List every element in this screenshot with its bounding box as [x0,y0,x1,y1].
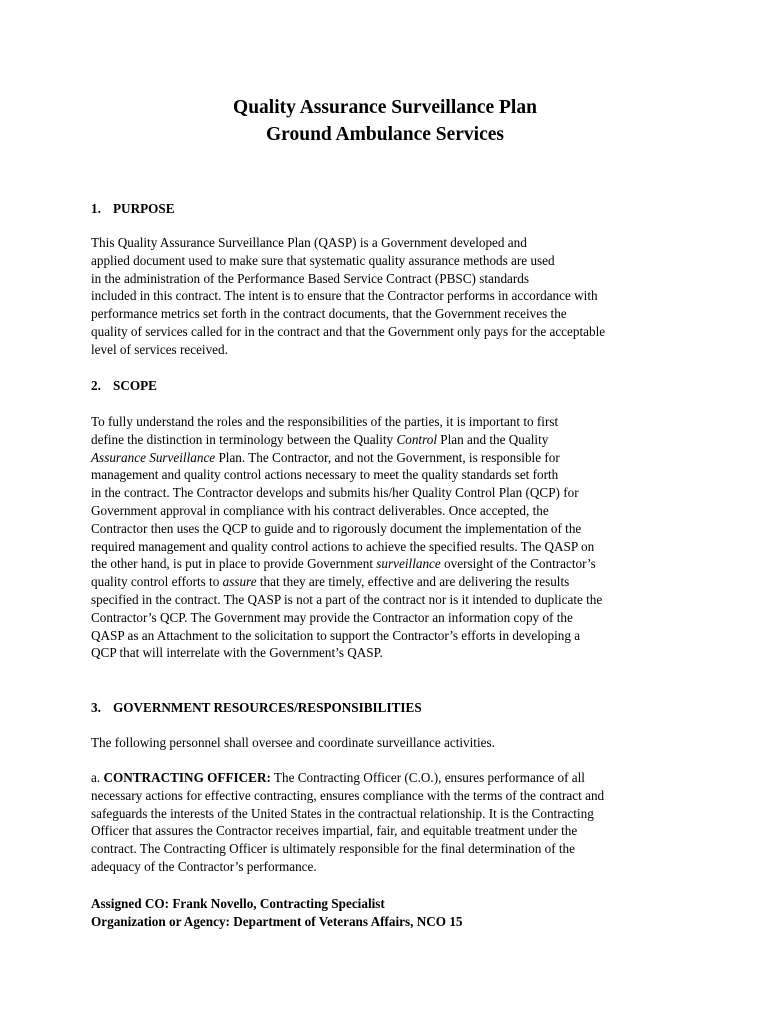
section-title: SCOPE [113,378,157,393]
title-line-1: Quality Assurance Surveillance Plan [233,97,537,118]
section-title: PURPOSE [113,201,175,216]
paragraph-line: Officer that assures the Contractor receives impartial, fair, and equitable treatment under the [91,823,578,839]
text-run: quality control efforts to [91,574,223,590]
section-number: 1. [91,201,101,216]
section-number: 3. [91,700,101,715]
paragraph-line: required management and quality control actions to achieve the specified results. The QASP on [91,538,595,554]
paragraph-line: adequacy of the Contractor’s performance. [91,858,317,874]
italic-term-assure: assure [222,574,257,590]
text-run: that they are timely, effective and are delivering the results [256,574,570,590]
scope-paragraph [91,413,691,662]
paragraph-line: This Quality Assurance Surveillance Plan (QASP) is a Government developed and [91,235,527,250]
contracting-officer-label: CONTRACTING OFFICER: [103,770,271,785]
government-intro [91,734,691,752]
paragraph-line: Government approval in compliance with his contract deliverables. Once accepted, the [91,502,549,518]
paragraph-line [91,769,691,787]
text-run: Plan. The Contractor, and not the Government, is responsible for [215,449,560,465]
paragraph-line: QASP as an Attachment to the solicitation to support the Contractor’s efforts in developing a [91,627,581,643]
section-heading-scope [91,377,157,394]
italic-term-surveillance: surveillance [376,556,441,572]
section-heading-purpose [91,200,175,217]
paragraph-line: level of services received. [91,341,228,357]
paragraph-line [91,555,691,573]
paragraph-line: performance metrics set forth in the contract documents, that the Government receives the [91,306,567,322]
section-title: GOVERNMENT RESOURCES/RESPONSIBILITIES [113,700,422,715]
paragraph-line: quality of services called for in the contract and that the Government only pays for the acceptable [91,323,606,339]
paragraph-line: necessary actions for effective contracting, ensures compliance with the terms of the contract and [91,787,605,803]
paragraph-line: specified in the contract. The QASP is not a part of the contract nor is it intended to duplicate the [91,591,603,607]
paragraph-line: included in this contract. The intent is to ensure that the Contractor performs in accordance with [91,288,598,304]
paragraph-line [91,431,691,449]
contracting-officer-paragraph [91,769,691,876]
text-run: The Contracting Officer (C.O.), ensures performance of all [270,770,585,785]
paragraph-line [91,449,691,467]
assigned-co: Assigned CO: Frank Novello, Contracting Specialist [91,896,385,911]
paragraph-line [91,573,691,591]
paragraph-line: Contractor then uses the QCP to guide and to rigorously document the implementation of the [91,520,582,536]
title-line-2: Ground Ambulance Services [266,124,504,145]
paragraph-line: contract. The Contracting Officer is ultimately responsible for the final determination of the [91,841,576,857]
paragraph-line: The following personnel shall oversee and coordinate surveillance activities. [91,735,495,750]
text-run: oversight of the Contractor’s [440,556,596,572]
paragraph-line: Contractor’s QCP. The Government may provide the Contractor an information copy of the [91,609,573,625]
purpose-paragraph [91,234,691,359]
paragraph-line: in the administration of the Performance Based Service Contract (PBSC) standards [91,270,530,286]
text-run: define the distinction in terminology between the Quality [91,431,397,447]
paragraph-line: QCP that will interrelate with the Government’s QASP. [91,645,383,661]
assigned-contact-block [91,895,463,931]
paragraph-line: applied document used to make sure that systematic quality assurance methods are used [91,252,555,268]
section-heading-government-resources [91,699,422,716]
italic-term-control: Control [396,431,437,447]
organization-agency: Organization or Agency: Department of Veterans Affairs, NCO 15 [91,914,463,929]
text-run: the other hand, is put in place to provide Government [91,556,377,572]
paragraph-line: management and quality control actions necessary to meet the quality standards set forth [91,467,559,483]
paragraph-line: safeguards the interests of the United States in the contractual relationship. It is the Contracting [91,805,594,821]
italic-term-assurance-surveillance: Assurance Surveillance [91,449,216,465]
document-title [0,94,770,148]
section-number: 2. [91,378,101,393]
list-marker: a. [91,770,104,785]
paragraph-line: To fully understand the roles and the responsibilities of the parties, it is important to first [91,414,559,429]
text-run: Plan and the Quality [437,431,549,447]
paragraph-line: in the contract. The Contractor develops and submits his/her Quality Control Plan (QCP) for [91,485,579,501]
